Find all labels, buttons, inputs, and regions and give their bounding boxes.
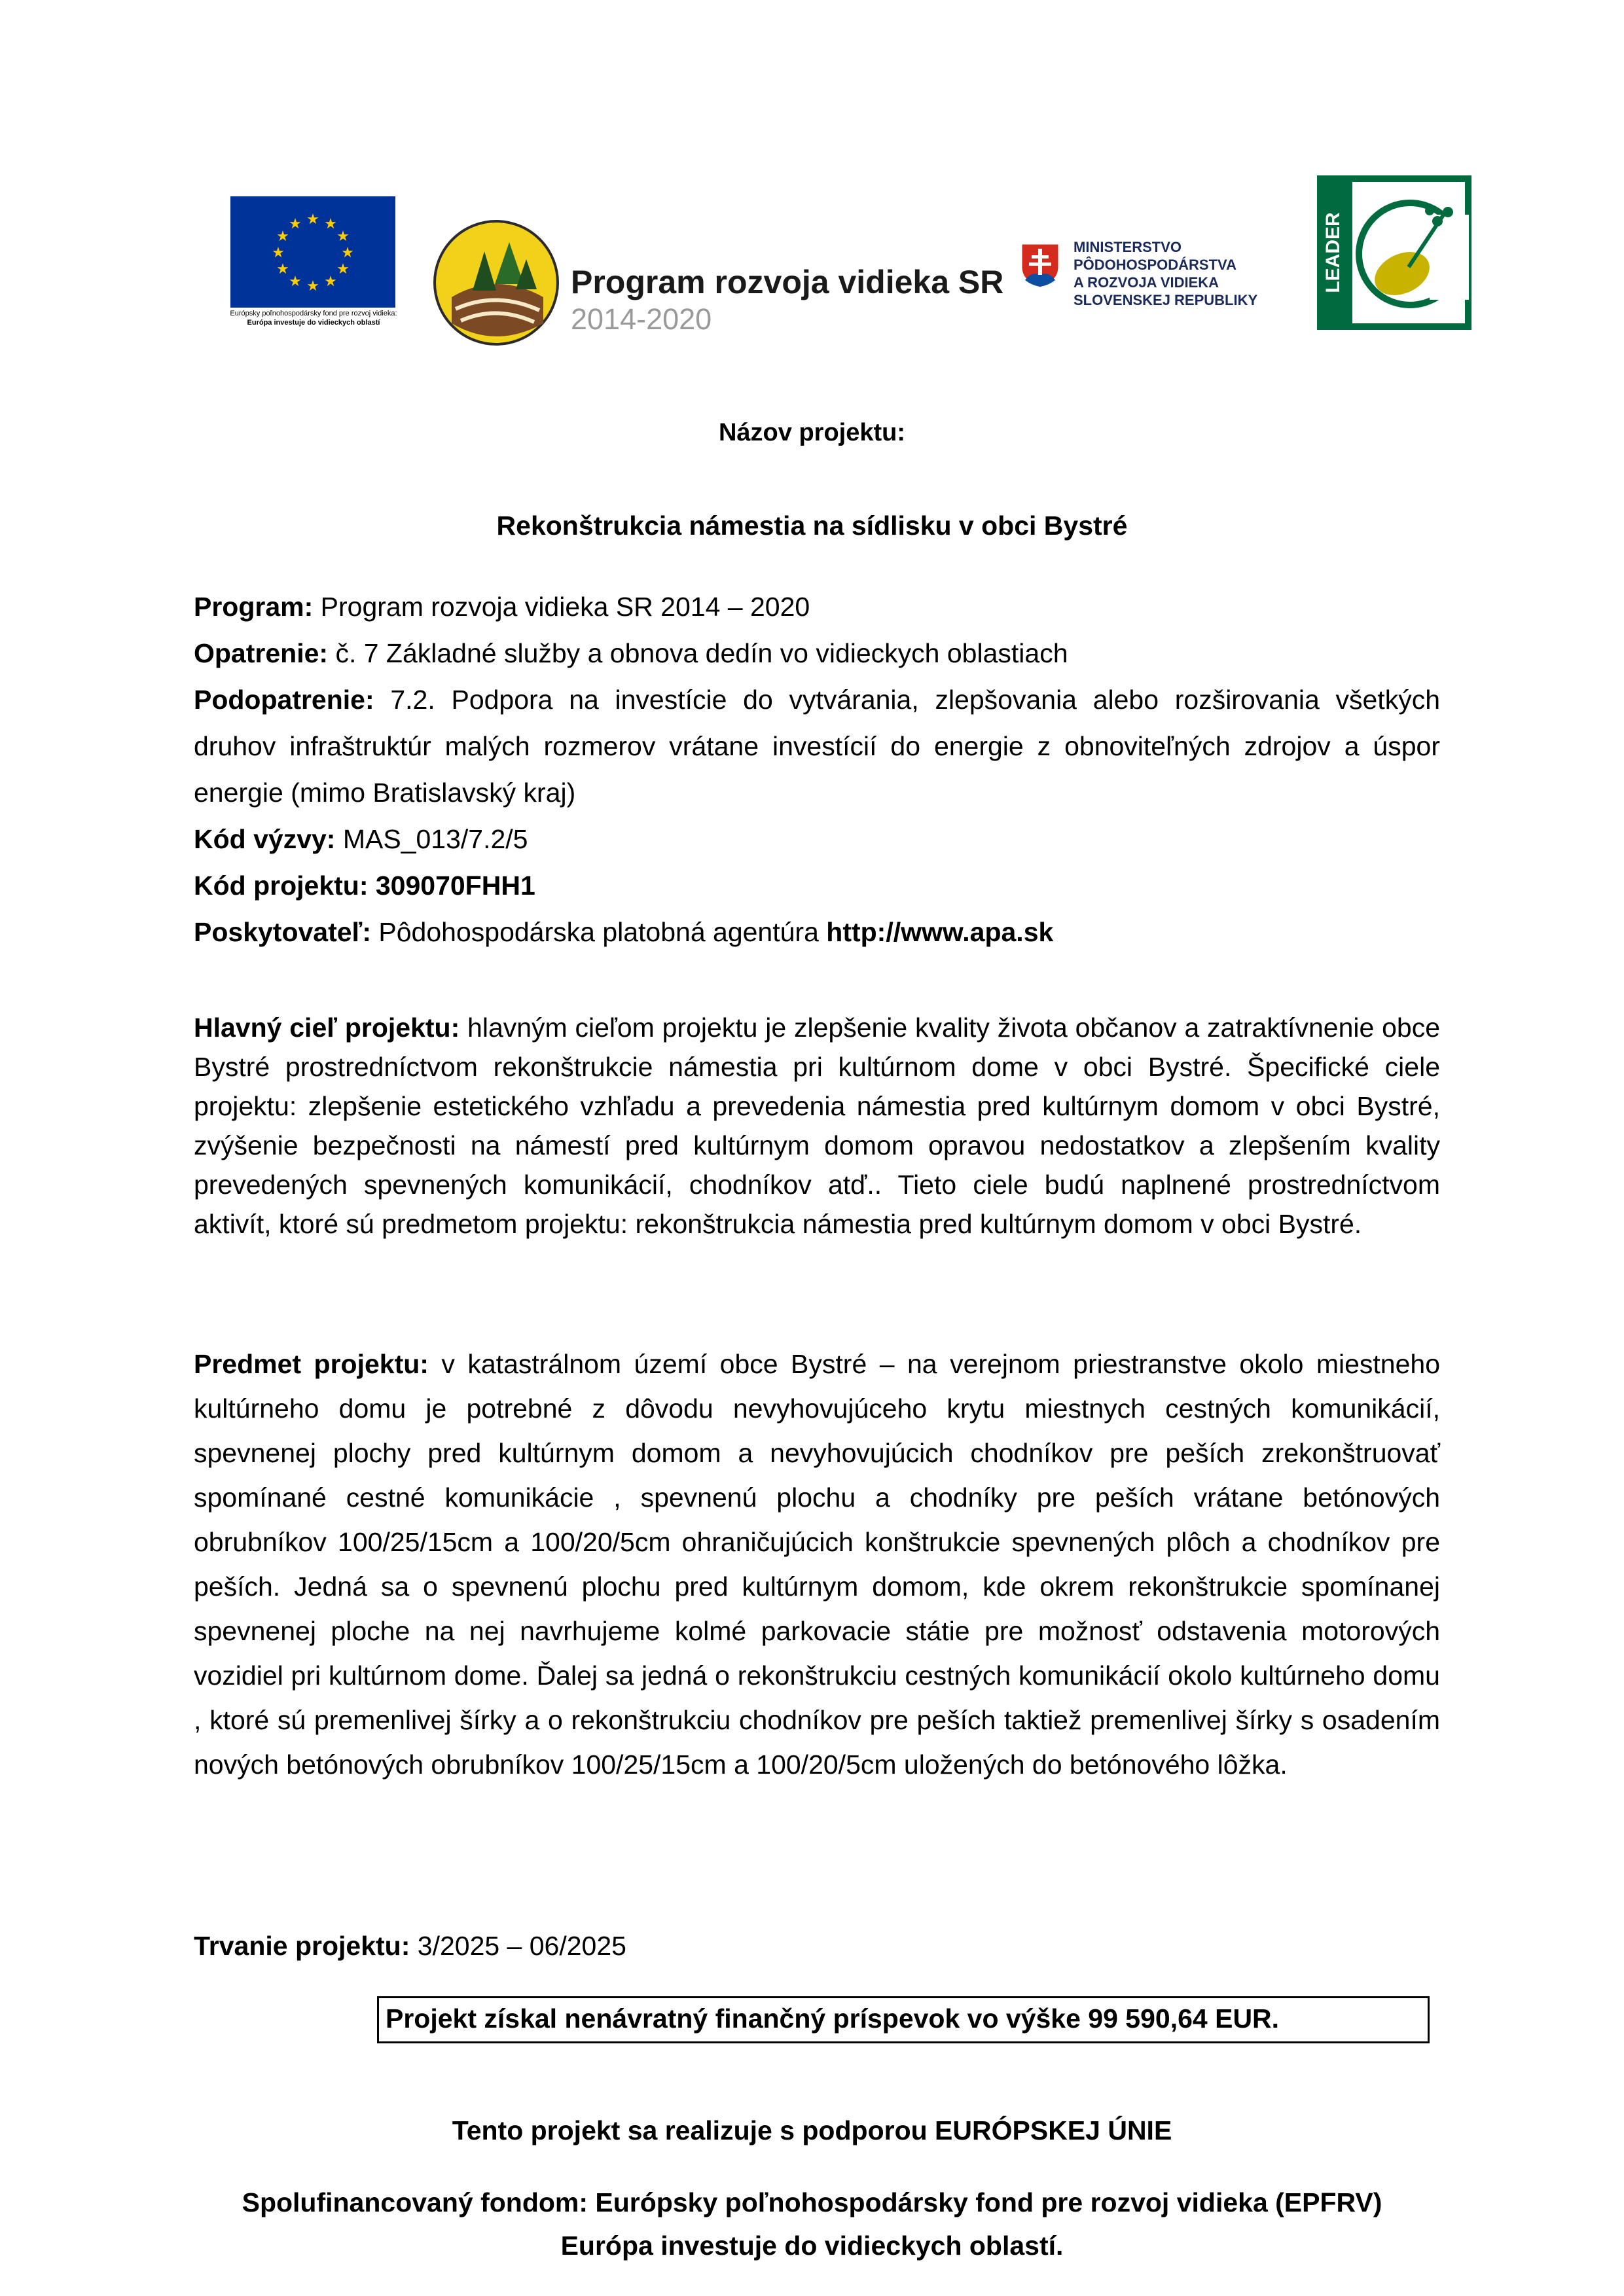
svg-text:★: ★	[276, 228, 289, 244]
project-goal-paragraph	[194, 1008, 1440, 1244]
program-label: Program:	[194, 592, 314, 622]
eu-caption-line2: Európa investuje do vidieckych oblastí	[247, 319, 380, 327]
svg-text:★: ★	[341, 244, 354, 260]
prv-emblem-logo	[432, 219, 560, 347]
subject-text: v katastrálnom území obce Bystré – na verejnom priestranstve okolo miestneho kultúrneho domu je potrebné z dôvodu nevyhovujúceho krytu miestnych cestných komunikácií, spevnenej plochy pred kultúrnym domom a nevyhovujúcich chodníkov pre peších zrekonštruovať spomínané cestné komunikácie , spevnenú plochu a chodníky pre peších vrátane betónových obrubníkov 100/25/15cm a 100/20/5cm ohraničujúcich konštrukcie spevnených plôch a chodníkov pre peších. Jedná sa o spevnenú plochu pred kultúrnym domom, kde okrem rekonštrukcie spomínanej spevnenej ploche na nej navrhujeme kolmé parkovacie státie pre možnosť odstavenia motorových vozidiel pri kultúrnom dome. Ďalej sa jedná o rekonštrukciu cestných komunikácií okolo kultúrneho domu , ktoré sú premenlivej šírky a o rekonštrukciu chodníkov pre peších taktiež premenlivej šírky s osadením nových betónových obrubníkov 100/25/15cm a 100/20/5cm uložených do betónového lôžka.	[194, 1349, 1441, 1780]
svg-text:★: ★	[336, 260, 350, 277]
footer-eu-support: Tento projekt sa realizuje s podporou EURÓPSKEJ ÚNIE	[452, 2115, 1172, 2145]
measure-line	[194, 630, 1440, 677]
provider-url-link[interactable]: http://www.apa.sk	[826, 917, 1054, 947]
ministry-line3: A ROZVOJA VIDIEKA	[1074, 274, 1219, 291]
program-value: Program rozvoja vidieka SR 2014 – 2020	[313, 592, 810, 622]
eu-logo-caption	[213, 309, 414, 327]
svg-text:★: ★	[336, 228, 350, 244]
svg-text:★: ★	[324, 215, 337, 232]
project-name: Rekonštrukcia námestia na sídlisku v obci Bystré	[496, 511, 1128, 541]
submeasure-label: Podopatrenie:	[194, 685, 374, 715]
ministry-line2: PÔDOHOSPODÁRSTVA	[1074, 257, 1236, 273]
submeasure-value: 7.2. Podpora na investície do vytvárania, zlepšovania alebo rozširovania všetkých druhov infraštruktúr malých rozmerov vrátane investícií do energie z obnoviteľných zdrojov a úspor energie (mimo Bratislavský kraj)	[194, 685, 1440, 808]
ministry-line1: MINISTERSTVO	[1074, 239, 1182, 255]
footer-cofinanced: Spolufinancovaný fondom: Európsky poľnohospodársky fond pre rozvoj vidieka (EPFRV)	[242, 2187, 1382, 2217]
svg-text:★: ★	[324, 273, 337, 289]
subject-label: Predmet projektu:	[194, 1349, 429, 1379]
svg-text:★: ★	[276, 260, 289, 277]
goal-label: Hlavný cieľ projektu:	[194, 1013, 460, 1043]
call-code-value: MAS_013/7.2/5	[335, 824, 528, 854]
project-subject-paragraph	[194, 1342, 1440, 1787]
program-line	[194, 584, 1440, 630]
svg-text:★: ★	[306, 278, 319, 294]
ministry-line4: SLOVENSKEJ REPUBLIKY	[1074, 292, 1258, 308]
goal-text: hlavným cieľom projektu je zlepšenie kvality života občanov a zatraktívnenie obce Bystré prostredníctvom rekonštrukcie námestia pri kultúrnom dome v obci Bystré. Špecifické ciele projektu: zlepšenie estetického vzhľadu a prevedenia námestia pred kultúrnym domom v obci Bystré, zvýšenie bezpečnosti na námestí pred kultúrnym domom opravou nedostatkov a zlepšením kvality prevedených spevnených komunikácií, chodníkov atď.. Tieto ciele budú naplnené prostredníctvom aktivít, ktoré sú predmetom projektu: rekonštrukcia námestia pred kultúrnym domom v obci Bystré.	[194, 1013, 1440, 1239]
ministry-logo-text	[1074, 238, 1257, 309]
call-code-line	[194, 816, 1440, 863]
provider-line	[194, 909, 1440, 956]
leader-logo	[1317, 175, 1471, 330]
eu-caption-line1: Európsky poľnohospodársky fond pre rozvoj vidieka:	[230, 310, 397, 317]
svg-text:★: ★	[272, 244, 285, 260]
svg-text:★: ★	[289, 215, 302, 232]
eu-flag-logo	[230, 196, 395, 308]
page-heading: Názov projektu:	[718, 419, 906, 446]
measure-label: Opatrenie:	[194, 638, 329, 668]
svg-text:★: ★	[306, 211, 319, 227]
call-code-label: Kód výzvy:	[194, 824, 336, 854]
svg-text:★: ★	[289, 273, 302, 289]
duration-label: Trvanie projektu:	[194, 1931, 410, 1961]
leader-logo-text: LEADER	[1322, 212, 1344, 293]
grant-amount-box: Projekt získal nenávratný finančný príspevok vo výške 99 590,64 EUR.	[377, 1996, 1430, 2043]
prv-years: 2014-2020	[571, 302, 712, 336]
prv-title: Program rozvoja vidieka SR	[571, 264, 1004, 300]
measure-value: č. 7 Základné služby a obnova dedín vo vidieckych oblastiach	[328, 638, 1068, 668]
provider-value: Pôdohospodárska platobná agentúra	[371, 917, 827, 947]
slovak-coat-of-arms-icon	[1019, 241, 1062, 289]
provider-label: Poskytovateľ:	[194, 917, 372, 947]
footer-europe-invests: Európa investuje do vidieckych oblastí.	[560, 2231, 1064, 2261]
project-code-line	[194, 863, 1440, 909]
project-duration-line	[194, 1931, 626, 1962]
project-code: Kód projektu: 309070FHH1	[194, 870, 535, 901]
duration-value: 3/2025 – 06/2025	[410, 1931, 626, 1961]
submeasure-paragraph	[194, 677, 1440, 816]
